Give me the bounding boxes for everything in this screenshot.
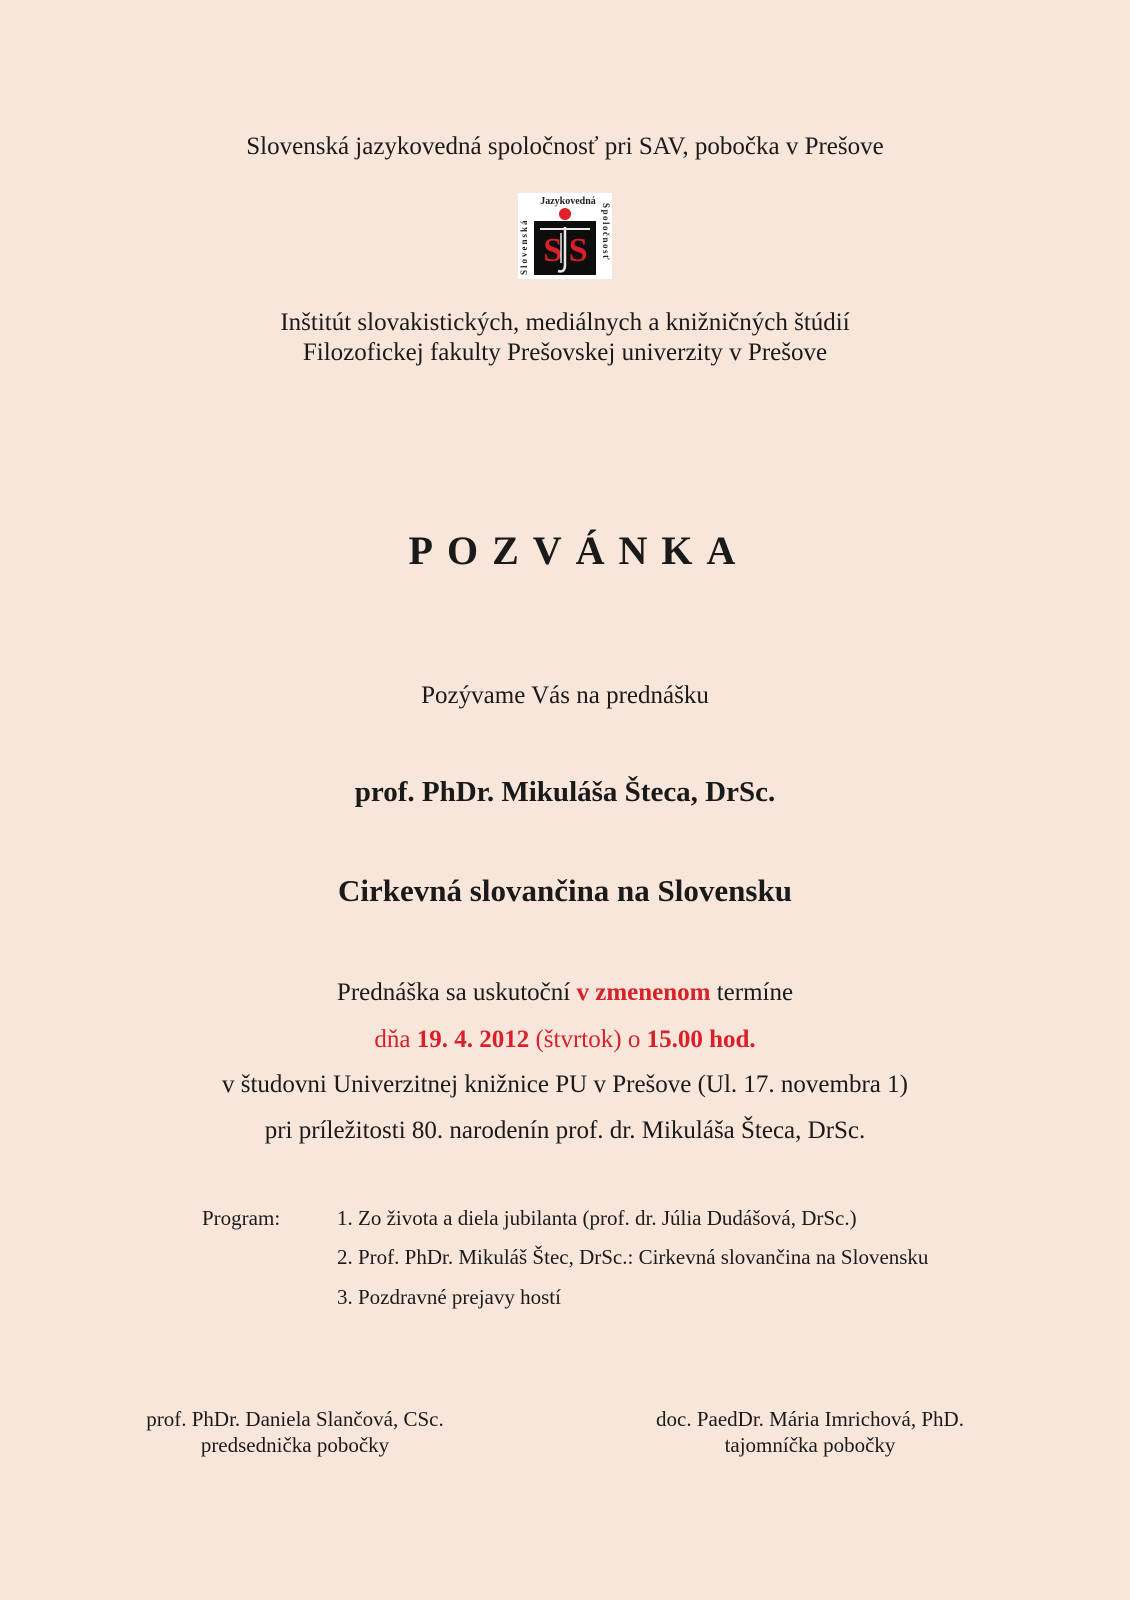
changed-term-highlight: v zmenenom xyxy=(576,979,711,1006)
organization-name: Slovenská jazykovedná spoločnosť pri SAV, pobočka v Prešove xyxy=(246,133,884,160)
signature-secretary xyxy=(630,1406,990,1458)
lecture-location: v študovni Univerzitnej knižnice PU v Prešove (Ul. 17. novembra 1) xyxy=(222,1071,908,1098)
signature-role: predsednička pobočky xyxy=(200,1433,390,1457)
lecture-title: Cirkevná slovančina na Slovensku xyxy=(338,873,792,908)
lecture-datetime xyxy=(0,1026,1130,1054)
faculty-name: Filozofickej fakulty Prešovskej univerzity v Prešove xyxy=(302,339,828,366)
svg-text:Slovenská: Slovenská xyxy=(519,218,529,275)
lecture-date: 19. 4. 2012 xyxy=(416,1026,530,1053)
signature-chair xyxy=(115,1406,475,1458)
svg-text:Spoločnosť: Spoločnosť xyxy=(601,203,611,262)
lecture-schedule-note xyxy=(0,979,1130,1007)
svg-text:S S: S S xyxy=(543,232,587,269)
program-item: 2. Prof. PhDr. Mikuláš Štec, DrSc.: Cirkevná slovančina na Slovensku xyxy=(337,1245,929,1269)
signature-name: prof. PhDr. Daniela Slančová, CSc. xyxy=(146,1407,444,1431)
document-title: POZVÁNKA xyxy=(408,528,750,573)
lecture-time: 15.00 hod. xyxy=(646,1026,756,1053)
sjs-logo xyxy=(518,193,612,279)
date-prefix: dňa xyxy=(374,1026,417,1053)
signature-name: doc. PaedDr. Mária Imrichová, PhD. xyxy=(656,1407,964,1431)
institute-name: Inštitút slovakistických, mediálnych a knižničných štúdií xyxy=(280,309,850,336)
svg-text:Jazykovedná: Jazykovedná xyxy=(540,196,596,207)
speaker-name: prof. PhDr. Mikuláša Šteca, DrSc. xyxy=(354,776,776,808)
program-label: Program: xyxy=(202,1206,281,1230)
lecture-day: (štvrtok) o xyxy=(529,1026,647,1053)
schedule-prefix: Prednáška sa uskutoční xyxy=(336,979,577,1006)
lecture-occasion: pri príležitosti 80. narodenín prof. dr. Mikuláša Šteca, DrSc. xyxy=(264,1117,866,1144)
schedule-suffix: termíne xyxy=(710,979,794,1006)
signature-role: tajomníčka pobočky xyxy=(724,1433,896,1457)
program-item: 1. Zo života a diela jubilanta (prof. dr. Júlia Dudášová, DrSc.) xyxy=(337,1206,857,1230)
invitation-intro: Pozývame Vás na prednášku xyxy=(421,682,709,709)
program-item: 3. Pozdravné prejavy hostí xyxy=(337,1285,561,1309)
